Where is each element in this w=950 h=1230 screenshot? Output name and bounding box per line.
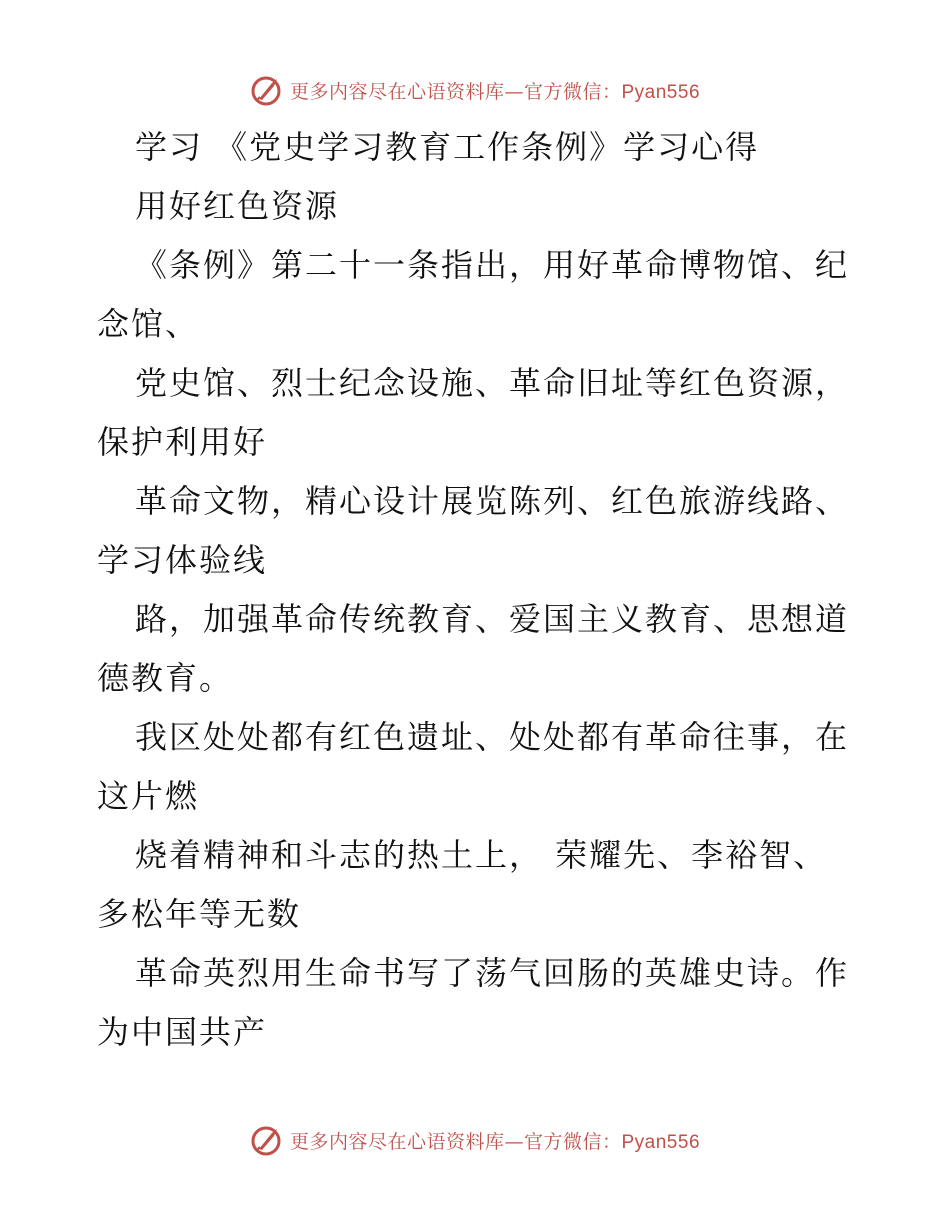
banner-brand: 更多内容尽在心语资料库 (289, 80, 505, 103)
footer-banner (0, 1120, 950, 1160)
document-body (97, 118, 857, 1062)
banner-text (290, 1127, 700, 1154)
text-line: 保护利用好 (97, 423, 268, 461)
banner-dash: — (504, 1130, 524, 1153)
text-line: 学习体验线 (97, 541, 268, 579)
text-line: 《条例》第二十一条指出，用好革命博物馆、纪 (135, 246, 850, 284)
text-line: 这片燃 (97, 777, 200, 815)
text-line: 路，加强革命传统教育、爱国主义教育、思想道 (135, 600, 850, 638)
text-line: 德教育。 (97, 659, 234, 697)
text-line: 烧着精神和斗志的热土上， 荣耀先、李裕智、 (135, 836, 828, 874)
header-banner (0, 70, 950, 110)
text-line: 多松年等无数 (97, 895, 302, 933)
banner-text (290, 77, 700, 104)
banner-wechat-label: 官方微信： (523, 80, 622, 103)
text-line: 党史馆、烈士纪念设施、革命旧址等红色资源， (135, 364, 850, 402)
banner-wechat-id: Pyan556 (621, 1131, 701, 1153)
text-line: 革命英烈用生命书写了荡气回肠的英雄史诗。作 (135, 954, 850, 992)
text-line: 用好红色资源 (135, 187, 340, 225)
banner-brand: 更多内容尽在心语资料库 (289, 1130, 505, 1153)
quill-logo-icon (250, 1123, 284, 1157)
text-line: 学习 《党史学习教育工作条例》学习心得 (135, 128, 760, 166)
text-line: 我区处处都有红色遗址、处处都有革命往事，在 (135, 718, 850, 756)
text-line: 革命文物，精心设计展览陈列、红色旅游线路、 (135, 482, 850, 520)
text-line: 念馆、 (97, 305, 200, 343)
banner-wechat-id: Pyan556 (621, 81, 701, 103)
banner-wechat-label: 官方微信： (523, 1130, 622, 1153)
banner-dash: — (504, 80, 524, 103)
text-line: 为中国共产 (97, 1013, 268, 1051)
quill-logo-icon (250, 73, 284, 107)
